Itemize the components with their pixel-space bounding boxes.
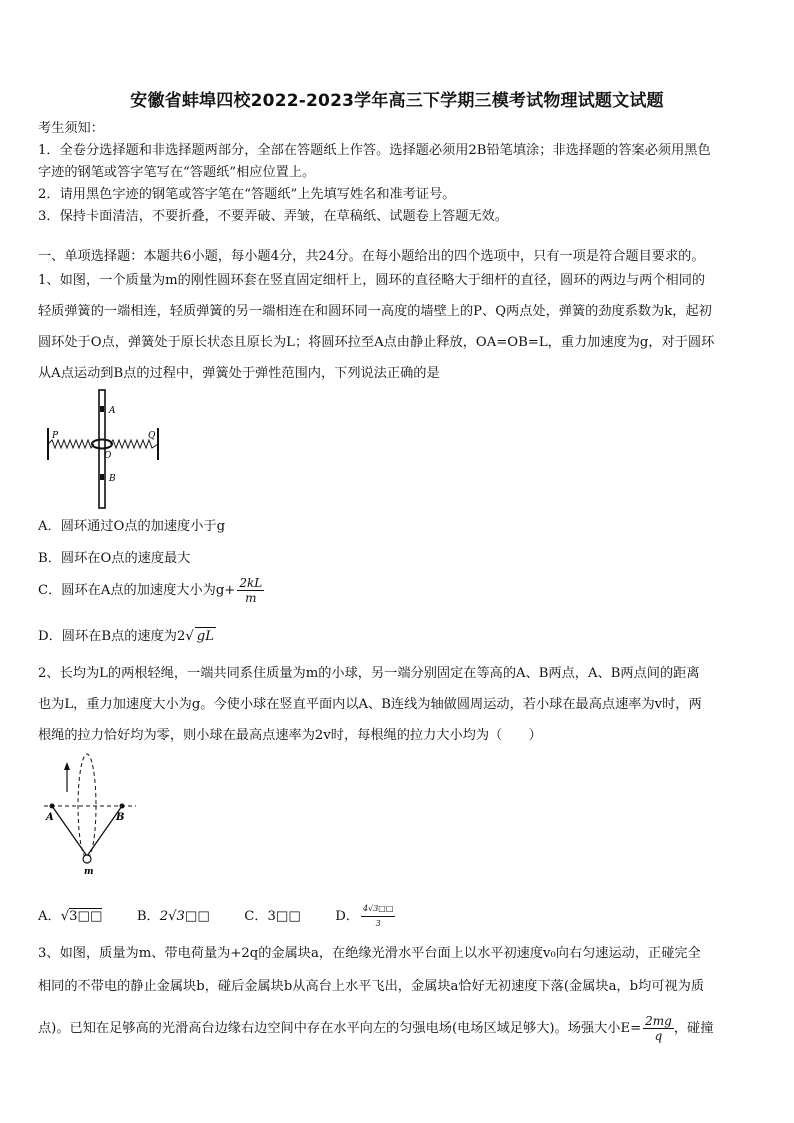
notice-item-3: 3．保持卡面清洁，不要折叠，不要弄破、弄皱，在草稿纸、试题卷上答题无效。: [38, 209, 508, 224]
q3-line-3-text: 点)。已知在足够高的光滑高台边缘右边空间中存在水平向左的匀强电场(电场区域足够大)。场强大小E=: [38, 1021, 642, 1036]
q1-label-O: O: [104, 451, 112, 461]
q2-label-m: m: [84, 867, 94, 876]
q2-figure: [40, 752, 140, 876]
q1-label-B: B: [109, 474, 116, 484]
q1-option-d-text: D．圆环在B点的速度为2: [38, 629, 186, 644]
q1-option-b: B．圆环在O点的速度最大: [38, 551, 191, 566]
q3-line-3: [38, 1014, 762, 1043]
notice-item-1-cont: 字迹的钢笔或答字笔写在“答题纸”相应位置上。: [38, 165, 316, 180]
q2-line-2: 也为L，重力加速度大小为g。今使小球在竖直平面内以A、B连线为轴做圆周运动，若小球在最高点速率为v时，两: [38, 697, 702, 712]
q1-option-c-den: m: [245, 591, 257, 605]
q1-line-4: 从A点运动到B点的过程中，弹簧处于弹性范围内，下列说法正确的是: [38, 366, 440, 381]
q1-option-a: A．圆环通过O点的加速度小于g: [38, 519, 226, 534]
q3-e-fraction: [643, 1014, 674, 1043]
notice-item-1: 1．全卷分选择题和非选择题两部分，全部在答题纸上作答。选择题必须用2B铅笔填涂；非选择题的答案必须用黑色: [38, 143, 711, 158]
q2-line-1: 2、长均为L的两根轻绳，一端共同系住质量为m的小球，另一端分别固定在等高的A、B两点，A、B两点间的距离: [38, 666, 700, 681]
q2-label-B: B: [116, 812, 125, 823]
q3-line-2: 相同的不带电的静止金属块b，碰后金属块b从高台上水平飞出，金属块a恰好无初速度下落(金属块a，b均可视为质: [38, 979, 705, 994]
q3-line-3-tail: ，碰撞: [673, 1021, 714, 1036]
q1-label-P: P: [52, 431, 59, 441]
q1-option-c-text: C．圆环在A点的加速度大小为g+: [38, 583, 236, 598]
sqrt-icon: √: [185, 629, 194, 644]
q1-option-c-num: 2kL: [239, 576, 263, 590]
q2-options: [38, 902, 438, 931]
section-heading: 一、单项选择题：本题共6小题，每小题4分，共24分。在每小题给出的四个选项中，只有一项是符合题目要求的。: [38, 249, 705, 264]
notice-item-2: 2．请用黑色字迹的钢笔或答字笔在“答题纸”上先填写姓名和准考证号。: [38, 187, 456, 202]
sqrt-icon: √: [60, 909, 70, 924]
q1-label-Q: Q: [148, 431, 156, 441]
q2-option-c-value: 3□□: [267, 909, 301, 924]
q1-option-d-root: gL: [196, 629, 214, 644]
q3-e-num: 2mg: [645, 1014, 672, 1028]
q1-line-2: 轻质弹簧的一端相连，轻质弹簧的另一端相连在和圆环同一高度的墙壁上的P、Q两点处，弹簧的劲度系数为k，起初: [38, 304, 712, 319]
q2-option-d-fraction: [361, 902, 395, 931]
q1-label-A: A: [109, 406, 116, 416]
q2-option-d-num: 4√3□□: [361, 902, 395, 917]
q2-option-a-value: 3□□: [69, 909, 103, 924]
q3-e-den: q: [654, 1029, 663, 1043]
page-title: 安徽省蚌埠四校2022-2023学年高三下学期三模考试物理试题文试题: [130, 91, 664, 111]
q2-option-d-den: 3: [375, 919, 381, 928]
q3-line-1: 3、如图，质量为m、带电荷量为+2q的金属块a，在绝缘光滑水平台面上以水平初速度v₀向右匀速运动，正碰完全: [38, 946, 701, 961]
notice-heading: 考生须知：: [38, 121, 104, 136]
q1-line-1: 1、如图，一个质量为m的刚性圆环套在竖直固定细杆上，圆环的直径略大于细杆的直径，圆环的两边与两个相同的: [38, 273, 706, 288]
q2-line-3: 根绳的拉力恰好均为零，则小球在最高点速率为2v时，每根绳的拉力大小均为（ ）: [38, 728, 542, 743]
q1-option-d: [38, 627, 216, 646]
q2-option-c-label: C．: [244, 909, 268, 924]
q1-option-c: [38, 576, 264, 605]
q2-option-a-label: A．: [38, 909, 61, 924]
q2-option-d-label: D．: [335, 909, 360, 924]
q1-option-c-fraction: [237, 576, 264, 605]
q2-option-b-label: B．: [136, 909, 160, 924]
q1-line-3: 圆环处于O点，弹簧处于原长状态且原长为L；将圆环拉至A点由静止释放，OA=OB=L，重力加速度为g，对于圆环: [38, 335, 715, 350]
q2-label-A: A: [46, 812, 54, 823]
q1-figure: [40, 388, 170, 512]
q2-option-b-value: 2√3□□: [159, 909, 210, 924]
